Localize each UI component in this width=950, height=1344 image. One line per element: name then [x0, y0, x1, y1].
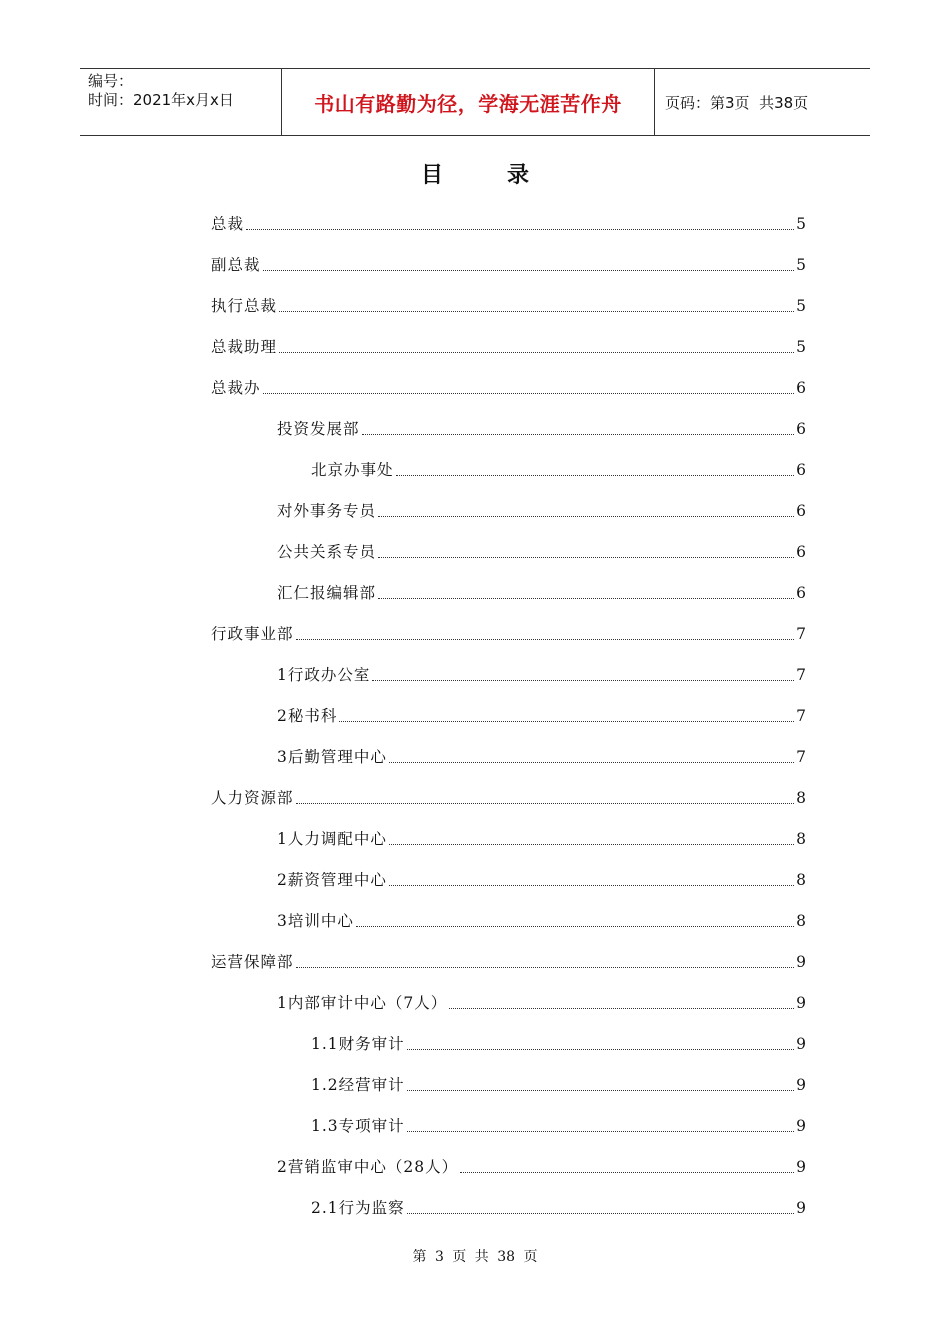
- toc-entry-page: 5: [796, 256, 806, 274]
- toc-dot-leader: [263, 393, 795, 394]
- toc-entry[interactable]: [211, 787, 806, 809]
- toc-entry[interactable]: [277, 664, 806, 686]
- toc-entry[interactable]: [211, 623, 806, 645]
- toc-dot-leader: [362, 434, 795, 435]
- toc-entry-page: 7: [796, 625, 806, 643]
- toc-dot-leader: [339, 721, 794, 722]
- toc-entry[interactable]: [311, 1197, 806, 1219]
- toc-dot-leader: [356, 926, 794, 927]
- toc-entry-page: 6: [796, 584, 806, 602]
- toc-entry[interactable]: [311, 459, 806, 481]
- toc-dot-leader: [378, 598, 794, 599]
- toc-entry-label: 对外事务专员: [277, 502, 377, 520]
- toc-entry[interactable]: [211, 213, 806, 235]
- toc-entry[interactable]: [211, 295, 806, 317]
- toc-dot-leader: [296, 639, 795, 640]
- time-label: 时间：2021年x月x日: [88, 91, 234, 109]
- toc-entry-page: 6: [796, 543, 806, 561]
- toc-entry-page: 6: [796, 420, 806, 438]
- toc-dot-leader: [407, 1131, 794, 1132]
- toc-entry[interactable]: [277, 1156, 806, 1178]
- toc-entry[interactable]: [277, 582, 806, 604]
- toc-entry-page: 8: [796, 912, 806, 930]
- toc-title-right: 录: [507, 163, 530, 188]
- toc-entry-page: 9: [796, 1035, 806, 1053]
- toc-entry-page: 9: [796, 953, 806, 971]
- toc-entry[interactable]: [311, 1074, 806, 1096]
- toc-entry-label: 1内部审计中心（7人）: [277, 994, 448, 1012]
- toc-dot-leader: [378, 516, 794, 517]
- toc-entry-label: 人力资源部: [211, 789, 294, 807]
- toc-entry-label: 投资发展部: [277, 420, 360, 438]
- toc-entry[interactable]: [211, 254, 806, 276]
- toc-dot-leader: [246, 229, 794, 230]
- toc-dot-leader: [279, 311, 794, 312]
- toc-dot-leader: [378, 557, 794, 558]
- toc-entry[interactable]: [277, 869, 806, 891]
- toc-entry-label: 总裁助理: [211, 338, 278, 356]
- toc-entry-page: 5: [796, 215, 806, 233]
- toc-dot-leader: [372, 680, 794, 681]
- toc-dot-leader: [449, 1008, 794, 1009]
- toc-entry-label: 2秘书科: [277, 707, 338, 725]
- toc-entry-page: 9: [796, 1076, 806, 1094]
- toc-entry-page: 9: [796, 1199, 806, 1217]
- toc-dot-leader: [296, 803, 795, 804]
- toc-entry-label: 2薪资管理中心: [277, 871, 387, 889]
- toc-entry-page: 7: [796, 748, 806, 766]
- toc-entry[interactable]: [211, 377, 806, 399]
- footer-text: 第 3 页 共 38 页: [412, 1249, 538, 1265]
- toc-entry-page: 6: [796, 461, 806, 479]
- toc-entry-label: 1.2经营审计: [311, 1076, 405, 1094]
- toc-entry-label: 3后勤管理中心: [277, 748, 387, 766]
- toc-entry-label: 运营保障部: [211, 953, 294, 971]
- toc-entry-label: 1人力调配中心: [277, 830, 387, 848]
- toc-entry-label: 2营销监审中心（28人）: [277, 1158, 459, 1176]
- toc-entry-page: 5: [796, 297, 806, 315]
- toc-entry[interactable]: [277, 992, 806, 1014]
- toc-entry-page: 9: [796, 1117, 806, 1135]
- toc-entry[interactable]: [277, 828, 806, 850]
- toc-dot-leader: [389, 762, 794, 763]
- toc-dot-leader: [407, 1213, 794, 1214]
- toc-entry-page: 6: [796, 502, 806, 520]
- toc-dot-leader: [279, 352, 794, 353]
- toc-entry[interactable]: [277, 418, 806, 440]
- toc-entry-label: 总裁: [211, 215, 245, 233]
- toc-entry-label: 行政事业部: [211, 625, 294, 643]
- toc-entry-label: 副总裁: [211, 256, 261, 274]
- toc-entry[interactable]: [277, 705, 806, 727]
- toc-dot-leader: [389, 885, 794, 886]
- toc-entry[interactable]: [277, 910, 806, 932]
- toc-entry-page: 8: [796, 830, 806, 848]
- page-footer: [0, 1246, 950, 1266]
- toc-dot-leader: [460, 1172, 794, 1173]
- toc-entry-label: 公共关系专员: [277, 543, 377, 561]
- motto-text: 书山有路勤为径，学海无涯苦作舟: [314, 91, 622, 116]
- toc-dot-leader: [407, 1049, 794, 1050]
- toc-entry-label: 3培训中心: [277, 912, 354, 930]
- toc-entry-label: 1.3专项审计: [311, 1117, 405, 1135]
- toc-dot-leader: [407, 1090, 794, 1091]
- toc-entry-label: 总裁办: [211, 379, 261, 397]
- toc-entry-page: 7: [796, 707, 806, 725]
- toc-entry[interactable]: [211, 336, 806, 358]
- number-label: 编号：: [88, 72, 134, 90]
- toc-entry[interactable]: [311, 1033, 806, 1055]
- toc-entry[interactable]: [277, 746, 806, 768]
- toc-entry-page: 7: [796, 666, 806, 684]
- toc-entry-label: 1行政办公室: [277, 666, 371, 684]
- toc-dot-leader: [396, 475, 795, 476]
- toc-dot-leader: [263, 270, 795, 271]
- toc-entry[interactable]: [277, 541, 806, 563]
- toc-entry-page: 5: [796, 338, 806, 356]
- toc-entry-label: 2.1行为监察: [311, 1199, 405, 1217]
- page-info-text: 页码：第3页 共38页: [665, 93, 809, 112]
- toc-entry-page: 8: [796, 871, 806, 889]
- toc-entry-label: 北京办事处: [311, 461, 394, 479]
- toc-entry-page: 8: [796, 789, 806, 807]
- toc-entry-page: 9: [796, 1158, 806, 1176]
- toc-entry-label: 执行总裁: [211, 297, 278, 315]
- toc-entry-page: 6: [796, 379, 806, 397]
- toc-entry-page: 9: [796, 994, 806, 1012]
- toc-title-left: 目: [420, 163, 443, 188]
- toc-entry[interactable]: [211, 951, 806, 973]
- toc-entry-label: 1.1财务审计: [311, 1035, 405, 1053]
- toc-entry[interactable]: [277, 500, 806, 522]
- toc-dot-leader: [389, 844, 794, 845]
- toc-entry-label: 汇仁报编辑部: [277, 584, 377, 602]
- toc-dot-leader: [296, 967, 795, 968]
- toc-entry[interactable]: [311, 1115, 806, 1137]
